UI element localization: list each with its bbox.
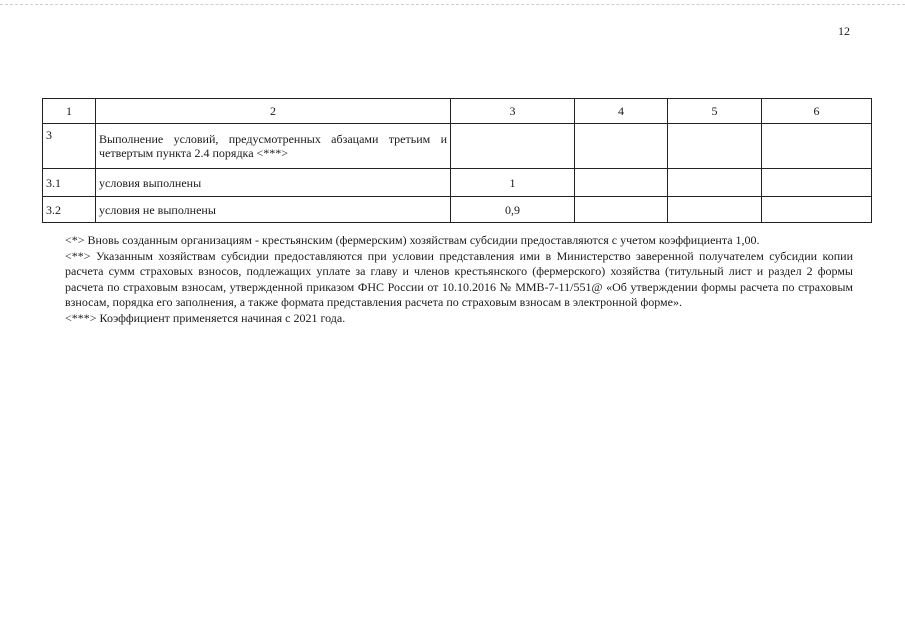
row-number: 3.1: [43, 169, 96, 197]
column-header: 4: [575, 99, 668, 124]
row-number: 3: [43, 124, 96, 169]
row-value: 1: [451, 169, 575, 197]
row-value: 0,9: [451, 197, 575, 223]
row-cell: [575, 197, 668, 223]
table-row: [43, 124, 872, 169]
column-header: 6: [762, 99, 872, 124]
row-name: условия выполнены: [96, 169, 451, 197]
column-header: 2: [96, 99, 451, 124]
column-header: 5: [668, 99, 762, 124]
footnote-2: <**> Указанным хозяйствам субсидии предоставляются при условии представления ими в Министерство заверенной получателем субсидии копии расчета сумм страховых взносов, подлежащих уплате за главу и членов крестьянского (фермерского) хозяйства (титульный лист и раздел 2 формы расчета по страховым взносам, утвержденной приказом ФНС России от 10.10.2016 № ММВ-7-11/551@ «Об утверждении формы расчета по страховым взносам, порядка его заполнения, а также формата представления расчета по страховым взносам в электронной форме».: [65, 248, 853, 309]
row-name: Выполнение условий, предусмотренных абзацами третьим и четвертым пункта 2.4 порядка <***>: [96, 124, 451, 169]
row-cell: [762, 124, 872, 169]
footnote-1: <*> Вновь созданным организациям - крестьянским (фермерским) хозяйствам субсидии предоставляются с учетом коэффициента 1,00.: [65, 233, 760, 247]
coefficients-table: [42, 98, 872, 223]
footnote-3: <***> Коэффициент применяется начиная с 2021 года.: [65, 310, 346, 325]
row-cell: [668, 197, 762, 223]
page-number: 12: [838, 24, 850, 38]
table-header-row: [43, 99, 872, 124]
table-row: [43, 197, 872, 223]
column-header: 1: [43, 99, 96, 124]
column-header: 3: [451, 99, 575, 124]
row-cell: [762, 169, 872, 197]
row-value: [451, 124, 575, 169]
scan-artifact-line: [0, 4, 905, 5]
row-cell: [575, 169, 668, 197]
row-name: условия не выполнены: [96, 197, 451, 223]
row-cell: [668, 169, 762, 197]
footnotes: [65, 233, 853, 326]
table-row: [43, 169, 872, 197]
row-cell: [668, 124, 762, 169]
row-cell: [762, 197, 872, 223]
row-number: 3.2: [43, 197, 96, 223]
row-cell: [575, 124, 668, 169]
